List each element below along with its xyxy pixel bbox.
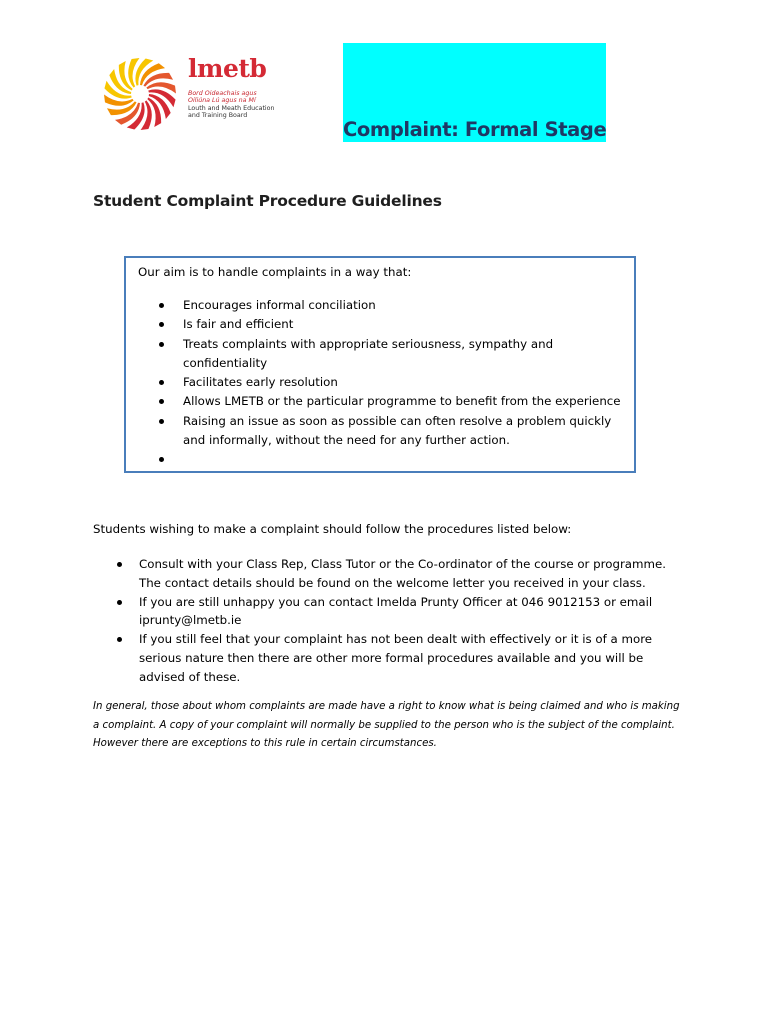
title-box	[343, 43, 606, 142]
logo-wordmark: lmetb	[188, 54, 267, 83]
logo-english-line-2: and Training Board	[188, 112, 248, 119]
section-heading: Student Complaint Procedure Guidelines	[93, 192, 442, 210]
confidentiality-note: In general, those about whom complaints are made have a right to know what is being claimed and who is making a complaint. A copy of your complaint will normally be supplied to the person who is the subject of the complaint. However there are exceptions to this rule in certain circumstances.	[93, 701, 680, 750]
bullet-icon	[159, 342, 164, 347]
bullet-icon	[159, 322, 164, 327]
aim-item-text: Treats complaints with appropriate seriousness, sympathy and confidentiality	[183, 336, 554, 370]
aim-list-item	[126, 373, 636, 392]
aim-list-item	[126, 335, 636, 374]
procedure-text: Consult with your Class Rep, Class Tutor or the Co-ordinator of the course or programme. The contact details should be found on the welcome letter you received in your class.	[139, 557, 667, 590]
procedures-intro: Students wishing to make a complaint should follow the procedures listed below:	[93, 522, 572, 536]
aim-intro: Our aim is to handle complaints in a way that:	[138, 265, 412, 279]
procedure-text: If you still feel that your complaint has not been dealt with effectively or it is of a more serious nature then there are other more formal procedures available and you will be advised of these.	[139, 632, 653, 684]
aim-box	[124, 256, 636, 473]
aim-item-text: Facilitates early resolution	[183, 375, 338, 390]
procedure-item	[93, 593, 673, 631]
aim-list	[126, 296, 636, 470]
logo-irish-line-1: Bord Oideachais agus	[188, 90, 257, 97]
procedure-text: If you are still unhappy you can contact Imelda Prunty Officer at 046 9012153 or email iprunty@lmetb.ie	[139, 594, 653, 628]
bullet-icon	[159, 457, 164, 462]
procedure-item	[93, 555, 673, 593]
aim-list-item	[126, 315, 636, 334]
aim-item-text: Raising an issue as soon as possible can often resolve a problem quickly and informally, without the need for any further action.	[183, 413, 612, 448]
aim-item-text: Encourages informal conciliation	[183, 298, 376, 312]
bullet-icon	[117, 562, 122, 567]
aim-list-item	[126, 450, 636, 469]
procedure-item	[93, 630, 673, 686]
procedures-list	[93, 555, 673, 687]
bullet-icon	[159, 380, 164, 385]
logo-english-line-1: Louth and Meath Education	[188, 105, 275, 112]
lmetb-logo	[100, 54, 290, 134]
page-title: Complaint: Formal Stage	[343, 118, 607, 141]
aim-list-item	[126, 412, 636, 451]
aim-list-item	[126, 392, 636, 411]
bullet-icon	[159, 303, 164, 308]
logo-irish-line-2: Oiliúna Lú agus na Mí	[188, 97, 256, 104]
bullet-icon	[159, 419, 164, 424]
aim-list-item	[126, 296, 636, 315]
bullet-icon	[117, 637, 122, 642]
aim-item-text: Is fair and efficient	[183, 317, 294, 332]
sunburst-logo-icon	[100, 54, 184, 134]
bullet-icon	[159, 399, 164, 404]
bullet-icon	[117, 600, 122, 605]
aim-item-text: Allows LMETB or the particular programme to benefit from the experience	[183, 394, 621, 409]
